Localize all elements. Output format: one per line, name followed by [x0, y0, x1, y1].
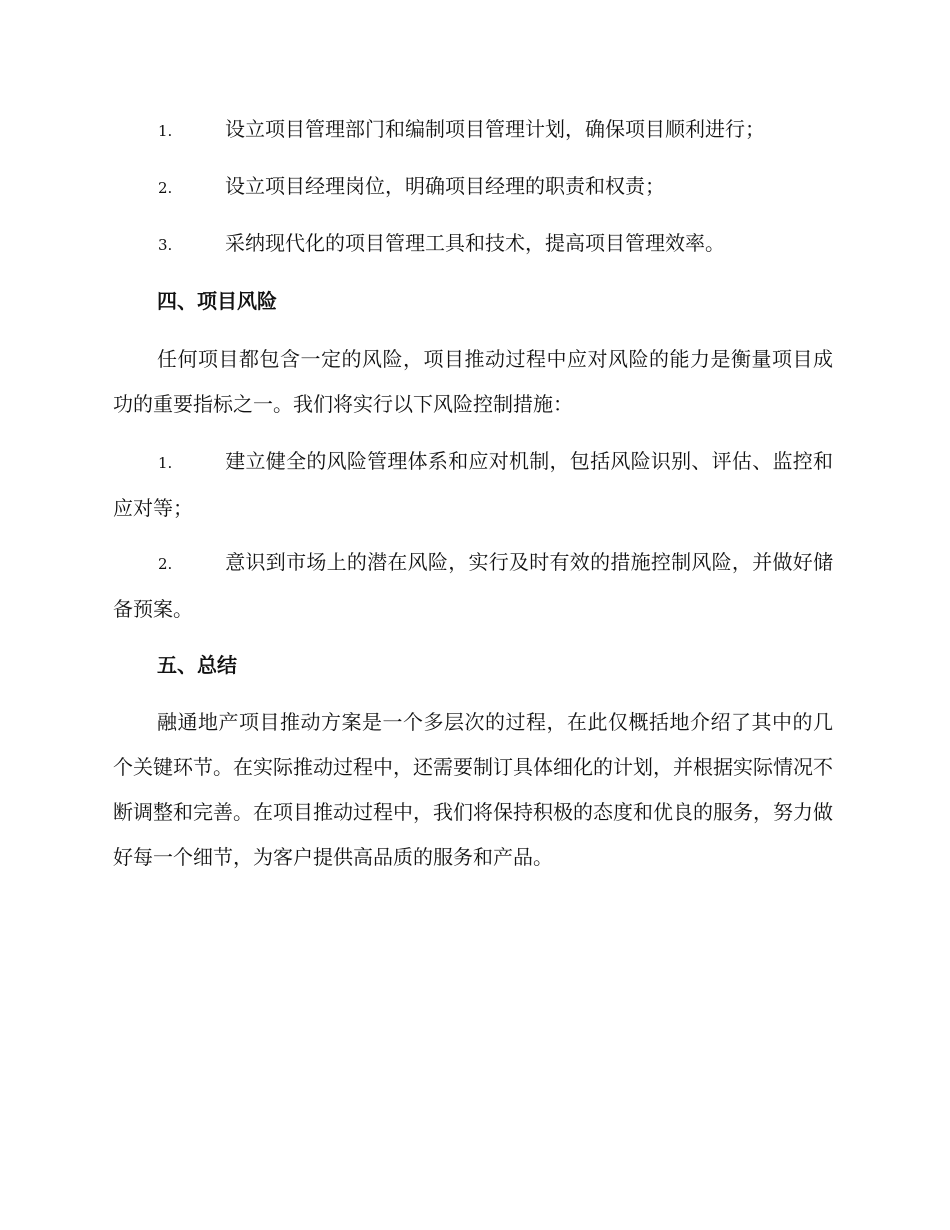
section-paragraph: 融通地产项目推动方案是一个多层次的过程，在此仅概括地介绍了其中的几个关键环节。在实际推动过程中，还需要制订具体细化的计划，并根据实际情况不断调整和完善。在项目推动过程中，我们将保持积极的态度和优良的服务，努力做好每一个细节，为客户提供高品质的服务和产品。 — [113, 710, 833, 869]
list-number: 2. — [158, 179, 173, 197]
list-item — [113, 107, 833, 154]
list-text: 设立项目经理岗位，明确项目经理的职责和权责； — [225, 174, 665, 198]
section-heading: 四、项目风险 — [157, 289, 277, 313]
list-number: 3. — [158, 236, 173, 254]
list-item — [113, 221, 833, 268]
list-text: 采纳现代化的项目管理工具和技术，提高项目管理效率。 — [225, 231, 725, 255]
list-number: 2. — [158, 555, 173, 573]
section-paragraph: 任何项目都包含一定的风险，项目推动过程中应对风险的能力是衡量项目成功的重要指标之一。我们将实行以下风险控制措施： — [113, 347, 833, 416]
list-text: 意识到市场上的潜在风险，实行及时有效的措施控制风险，并做好储备预案。 — [113, 550, 833, 621]
list-text: 建立健全的风险管理体系和应对机制，包括风险识别、评估、监控和应对等； — [113, 449, 833, 520]
list-text: 设立项目管理部门和编制项目管理计划，确保项目顺利进行； — [225, 117, 765, 141]
list-number: 1. — [158, 122, 173, 140]
section-heading: 五、总结 — [157, 653, 237, 677]
list-item — [113, 164, 833, 211]
list-item — [113, 540, 833, 632]
list-item — [113, 439, 833, 531]
list-number: 1. — [158, 454, 173, 472]
